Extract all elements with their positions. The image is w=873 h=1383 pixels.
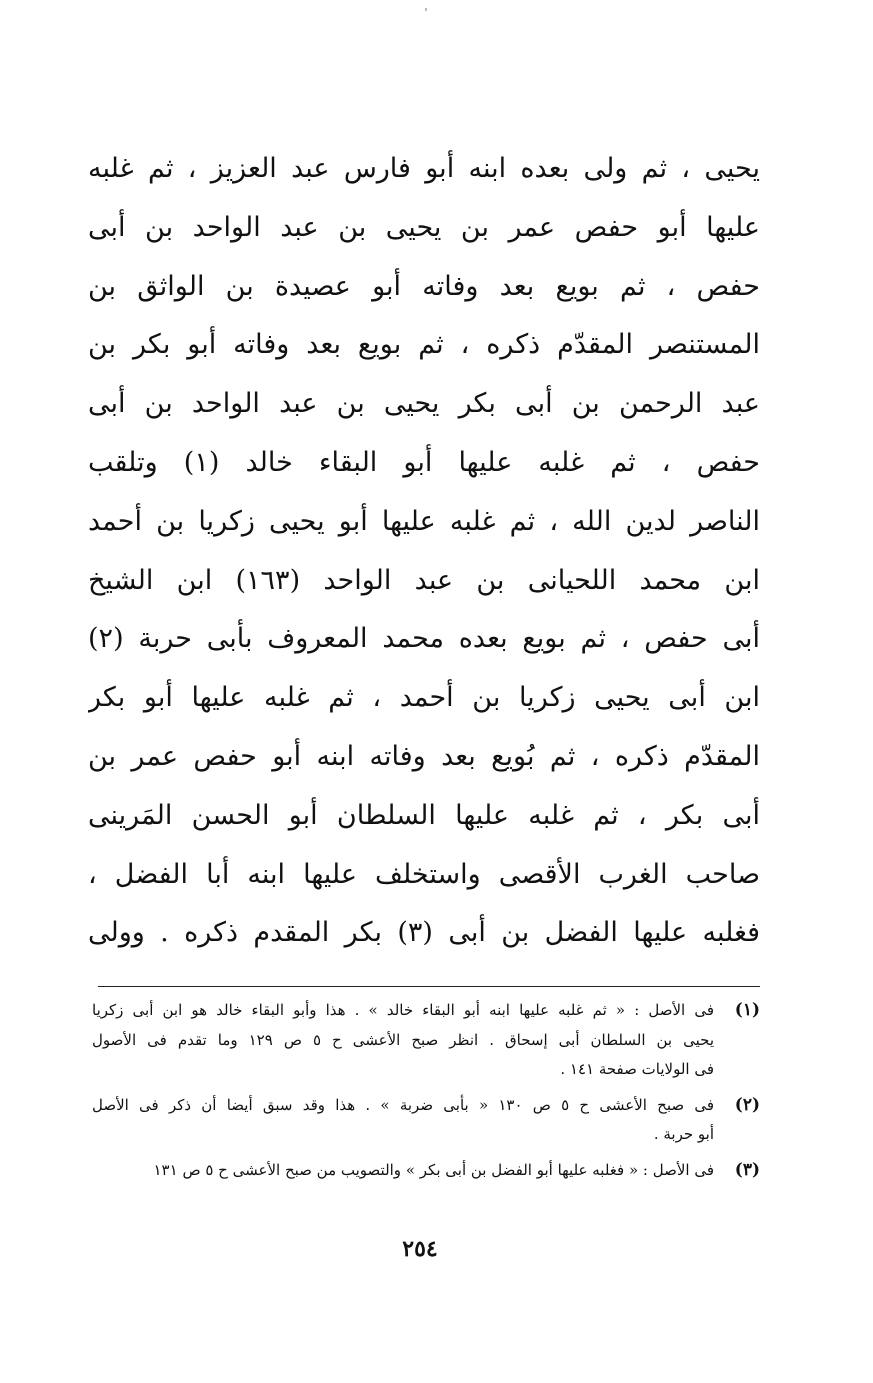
text-line: عبد الرحمن بن أبى بكر يحيى بن عبد الواحد بن أبى	[88, 388, 760, 420]
footnote-body	[92, 996, 714, 1085]
text-line: الناصر لدين الله ، ثم غلبه عليها أبو يحيى زكريا بن أحمد	[88, 505, 760, 537]
footnotes	[92, 996, 760, 1191]
text-line: حفص ، ثم غلبه عليها أبو البقاء خالد (١) وتلقب	[88, 446, 760, 478]
footnote-number: (١)	[734, 1000, 760, 1020]
page-number: ٢٥٤	[402, 1236, 438, 1262]
text-line: أبى حفص ، ثم بويع بعده محمد المعروف بأبى حربة (٢)	[88, 623, 760, 655]
text-line: المقدّم ذكره ، ثم بُويع بعد وفاته ابنه أبو حفص عمر بن	[88, 740, 760, 772]
text-line: ابن أبى يحيى زكريا بن أحمد ، ثم غلبه عليها أبو بكر	[88, 682, 760, 714]
footnote-3	[92, 1156, 760, 1186]
footnote-number: (٢)	[734, 1094, 760, 1115]
text-line: عليها أبو حفص عمر بن يحيى بن عبد الواحد بن أبى	[88, 211, 760, 243]
text-line: المستنصر المقدّم ذكره ، ثم بويع بعد وفاته أبو بكر بن	[88, 329, 760, 361]
scan-speck	[425, 8, 427, 11]
footnote-body	[92, 1091, 714, 1150]
footnote-1	[92, 996, 760, 1085]
footnote-line: فى الأصل : « فغلبه عليها أبو الفضل بن أبى بكر » والتصويب من صبح الأعشى ح ٥ ص ١٣١	[153, 1160, 714, 1179]
text-line: صاحب الغرب الأقصى واستخلف عليها ابنه أبا الفضل ،	[88, 858, 760, 890]
footnote-line: يحيى بن السلطان أبى إسحاق . انظر صبح الأعشى ح ٥ ص ١٢٩ وما تقدم فى الأصول	[92, 1030, 714, 1049]
text-line: حفص ، ثم بويع بعد وفاته أبو عصيدة بن الواثق بن	[88, 270, 760, 302]
main-text	[88, 140, 760, 963]
text-line: ابن محمد اللحيانى بن عبد الواحد (١٦٣) ابن الشيخ	[88, 564, 760, 596]
footnote-2	[92, 1091, 760, 1150]
footnote-body	[92, 1156, 714, 1186]
text-line: أبى بكر ، ثم غلبه عليها السلطان أبو الحسن المَرينى	[88, 799, 760, 831]
footnote-line: فى الولايات صفحة ١٤١ .	[560, 1060, 714, 1078]
footnote-divider	[98, 986, 760, 987]
footnote-line: فى الأصل : « ثم غلبه عليها ابنه أبو البقاء خالد » . هذا وأبو البقاء خالد هو ابن أبى زكريا	[92, 1001, 714, 1019]
text-line: فغلبه عليها الفضل بن أبى (٣) بكر المقدم ذكره . وولى	[88, 917, 760, 949]
footnote-line: أبو حربة .	[653, 1125, 714, 1143]
text-line: يحيى ، ثم ولى بعده ابنه أبو فارس عبد العزيز ، ثم غلبه	[88, 153, 760, 184]
footnote-number: (٣)	[734, 1159, 760, 1180]
footnote-line: فى صبح الأعشى ح ٥ ص ١٣٠ « بأبى ضربة » . هذا وقد سبق أيضا أن ذكر فى الأصل	[92, 1095, 714, 1114]
